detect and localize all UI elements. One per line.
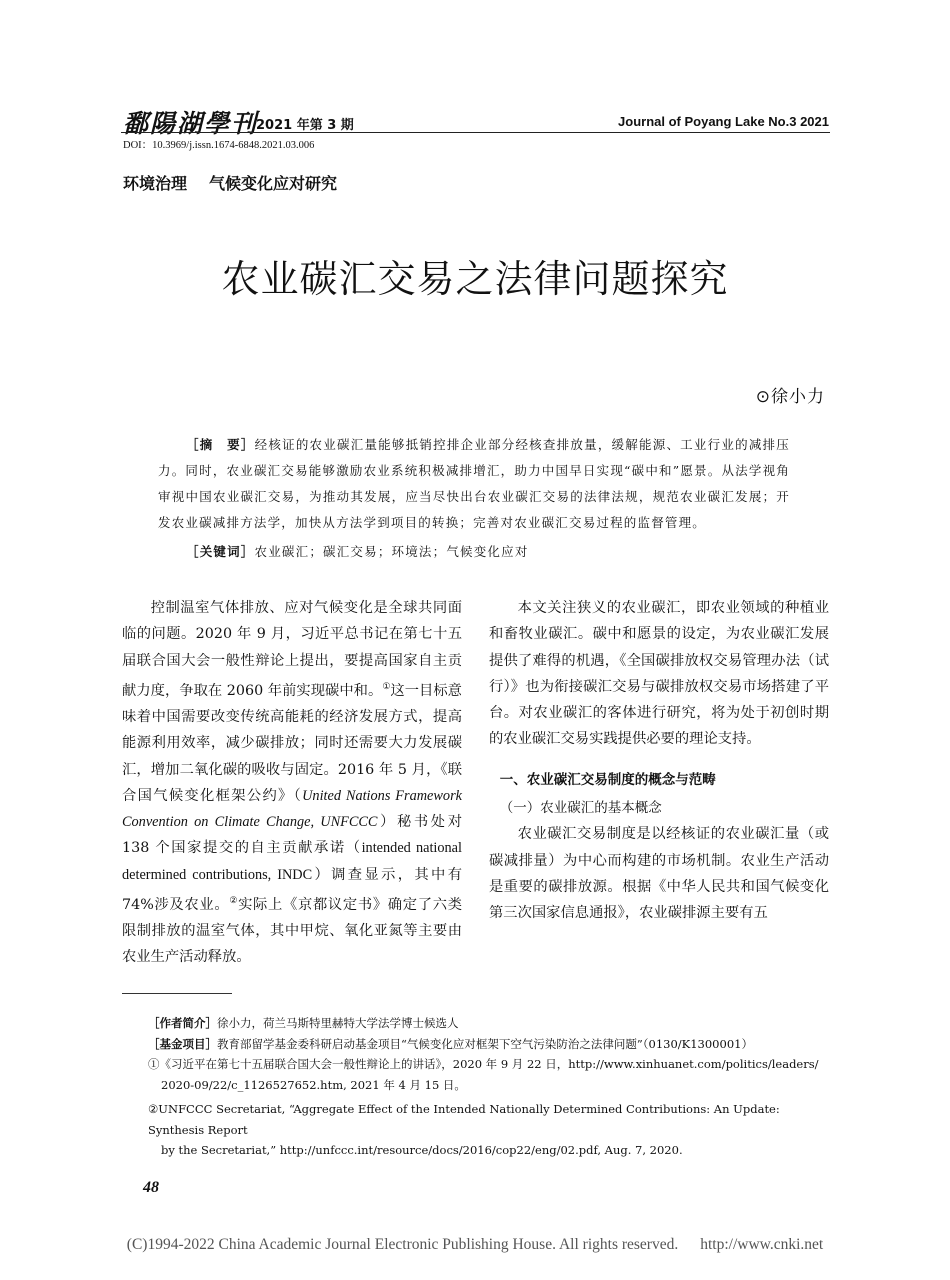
body-column-left [122,595,462,971]
footnote-rule [122,993,232,994]
fund-text: 教育部留学基金委科研启动基金项目“气候变化应对框架下空气污染防治之法律问题”（0130/K1300001） [217,1036,753,1051]
footnote-ref[interactable]: ② [229,896,239,907]
copyright-text: (C)1994-2022 China Academic Journal Electronic Publishing House. All rights reserved. [126,1236,679,1253]
body-paragraph [122,595,462,971]
footnote-2-continued: by the Secretariat,” http://unfccc.int/resource/docs/2016/cop22/eng/02.pdf, Aug. 7, 2020. [161,1143,683,1157]
footnote-1: ①《习近平在第七十五届联合国大会一般性辩论上的讲话》，2020 年 9 月 22 日，http://www.xinhuanet.com/politics/leaders/ [148,1057,819,1071]
text-run: ）调查显示，其中有 74%涉及农业。 [122,866,462,913]
doi: DOI：10.3969/j.issn.1674-6848.2021.03.006 [123,140,315,151]
author-bio-label: ［作者简介］ [148,1016,217,1030]
abstract-text: 经核证的农业碳汇量能够抵销控排企业部分经核查排放量，缓解能源、工业行业的减排压力。同时，农业碳汇交易能够激励农业系统积极减排增汇，助力中国早日实现“碳中和”愿景。从法学视角审视中国农业碳汇交易，为推动其发展，应当尽快出台农业碳汇交易的法律法规，规范农业碳汇发展；开发农业碳减排方法学，加快从方法学到项目的转换；完善对农业碳汇交易过程的监督管理。 [158,437,790,530]
page-number: 48 [143,1179,159,1196]
body-paragraph: 本文关注狭义的农业碳汇，即农业领域的种植业和畜牧业碳汇。碳中和愿景的设定，为农业碳汇发展提供了难得的机遇，《全国碳排放权交易管理办法（试行）》也为衔接碳汇交易与碳排放权交易市场搭建了平台。对农业碳汇的客体进行研究，将为处于初创时期的农业碳汇交易实践提供必要的理论支持。 [489,600,829,748]
journal-name-en: Journal of Poyang Lake No.3 2021 [618,114,829,129]
article-title: 农业碳汇交易之法律问题探究 [221,257,729,301]
header-rule [121,132,830,133]
abstract-block [158,432,790,565]
abstract-label: ［摘 要］ [186,437,255,452]
keywords-label: ［关键词］ [186,544,255,559]
section-heading-1: 一、农业碳汇交易制度的概念与范畴 [499,771,716,788]
issue-number: 2021 年第 3 期 [256,118,354,133]
footnote-2: ②UNFCCC Secretariat, “Aggregate Effect of the Intended Nationally Determined Contributions: An Update: Synthesis Report [148,1102,780,1137]
journal-logo: 鄱陽湖學刊 [123,109,259,138]
keywords-text: 农业碳汇；碳汇交易；环境法；气候变化应对 [254,544,529,559]
text-run: 这一目标意味着中国需要改变传统高能耗的经济发展方式，提高能源利用效率，减少碳排放；同时还需要大力发展碳汇，增加二氧化碳的吸收与固定。2016 年 5 月，《联合国气候变化框架公约》（ [122,682,462,804]
fund-label: ［基金项目］ [148,1036,217,1051]
copyright-notice [0,1236,950,1254]
text-run: 控制温室气体排放、应对气候变化是全球共同面临的问题。2020 年 9 月，习近平总书记在第七十五届联合国大会一般性辩论上提出，要提高国家自主贡献力度，争取在 2060 年前实现碳中和。 [122,600,462,699]
body-column-right [489,595,829,927]
keywords [158,539,790,565]
section-category: 环境治理 [123,174,188,193]
text-run: ）秘书处对 138 个国家提交的自主贡献承诺（ [122,814,462,857]
footnote-ref[interactable]: ① [382,681,391,692]
article-author: ⊙徐小力 [755,387,825,407]
copyright-url[interactable]: http://www.cnki.net [700,1236,824,1253]
fund-info [148,1034,828,1055]
author-bio-text: 徐小力，荷兰马斯特里赫特大学法学博士候选人 [217,1016,459,1030]
section-subcategory: 气候变化应对研究 [209,174,338,193]
section-heading-2: （一）农业碳汇的基本概念 [499,800,662,817]
text-run-english: United Nations Framework Convention on Climate Change, UNFCCC [122,787,462,831]
text-run-english: intended national determined contributions, INDC [122,840,462,883]
footnotes [148,1013,828,1161]
footnote-1-continued: 2020-09/22/c_1126527652.htm, 2021 年 4 月 15 日。 [161,1077,466,1092]
body-paragraph: 农业碳汇交易制度是以经核证的农业碳汇量（或碳减排量）为中心而构建的市场机制。农业生产活动是重要的碳排放源。根据《中华人民共和国气候变化第三次国家信息通报》，农业碳排源主要有五 [489,826,829,922]
text-run: 实际上《京都议定书》确定了六类限制排放的温室气体，其中甲烷、氧化亚氮等主要由农业生产活动释放。 [122,896,462,966]
abstract [158,432,790,536]
section-heading [123,171,337,194]
author-bio [148,1013,828,1034]
